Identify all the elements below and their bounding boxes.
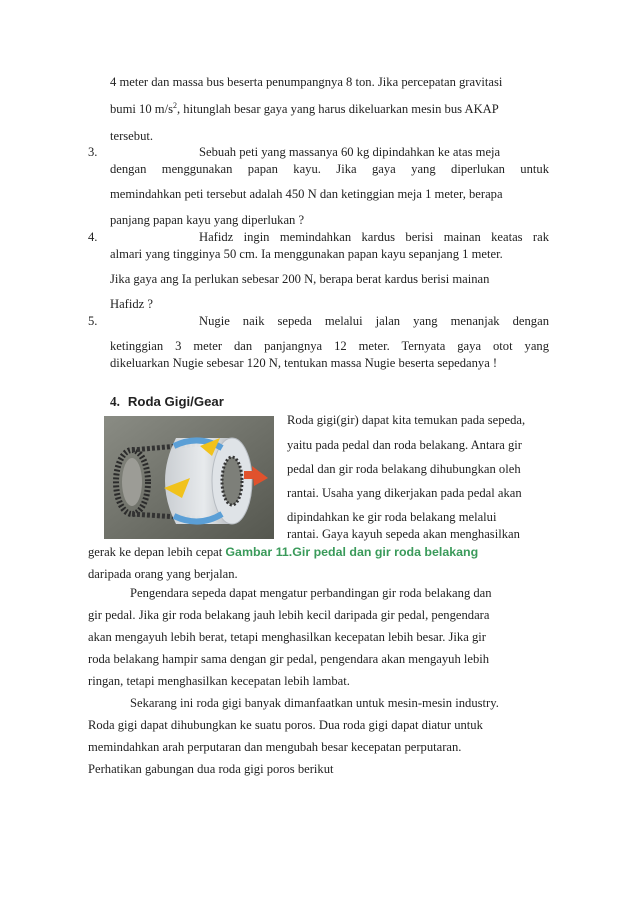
para-2-line-1: Pengendara sepeda dapat mengatur perbandingan gir roda belakang dan bbox=[130, 586, 492, 600]
para-2-line-3: akan mengayuh lebih berat, tetapi menghasilkan kecepatan lebih besar. Jika gir bbox=[88, 630, 486, 644]
body-line-7: gerak ke depan lebih cepat bbox=[88, 545, 226, 559]
problem-3-line-4: panjang papan kayu yang diperlukan ? bbox=[110, 213, 305, 227]
gear-illustration bbox=[104, 416, 274, 539]
figure-caption: Gambar 11.Gir pedal dan gir roda belakang bbox=[225, 545, 479, 559]
problem-2-line-1: 4 meter dan massa bus beserta penumpangnya 8 ton. Jika percepatan gravitasi bbox=[110, 75, 503, 89]
body-wrap-line-2: yaitu pada pedal dan roda belakang. Antara gir bbox=[287, 438, 522, 452]
problem-2-line-3: tersebut. bbox=[110, 129, 154, 143]
problem-4-line-2: almari yang tingginya 50 cm. Ia menggunakan papan kayu sepanjang 1 meter. bbox=[110, 247, 503, 261]
body-wrap-line-3: pedal dan gir roda belakang dihubungkan oleh bbox=[287, 462, 521, 476]
problem-5-line-1: Nugie naik sepeda melalui jalan yang menanjak dengan bbox=[199, 314, 549, 328]
problem-4-line-4: Hafidz ? bbox=[110, 297, 154, 311]
para-3-line-2: Roda gigi dapat dihubungkan ke suatu poros. Dua roda gigi dapat diatur untuk bbox=[88, 718, 483, 732]
section-number: 4. bbox=[110, 394, 120, 409]
problem-2-line-2 bbox=[110, 101, 499, 117]
section-title: Roda Gigi/Gear bbox=[127, 394, 224, 409]
para-2-line-2: gir pedal. Jika gir roda belakang jauh lebih kecil daripada gir pedal, pengendara bbox=[88, 608, 490, 622]
body-wrap-line-4: rantai. Usaha yang dikerjakan pada pedal akan bbox=[287, 486, 522, 500]
problem-4-line-3: Jika gaya ang Ia perlukan sebesar 200 N, berapa berat kardus berisi mainan bbox=[110, 272, 490, 286]
problem-4-line-1: Hafidz ingin memindahkan kardus berisi mainan keatas rak bbox=[199, 230, 549, 244]
problem-3-number: 3. bbox=[88, 145, 98, 159]
para-2-line-4: roda belakang hampir sama dengan gir pedal, pengendara akan mengayuh lebih bbox=[88, 652, 490, 666]
superscript: 2 bbox=[172, 100, 177, 110]
body-line-8: daripada orang yang berjalan. bbox=[88, 567, 238, 581]
problem-5-line-3: dikeluarkan Nugie sebesar 120 N, tentukan massa Nugie beserta sepedanya ! bbox=[110, 356, 498, 370]
problem-3-line-3: memindahkan peti tersebut adalah 450 N dan ketinggian meja 1 meter, berapa bbox=[110, 187, 503, 201]
problem-3-line-1: Sebuah peti yang massanya 60 kg dipindahkan ke atas meja bbox=[199, 145, 501, 159]
problem-4-number: 4. bbox=[88, 230, 98, 244]
gear-photo bbox=[104, 416, 274, 539]
body-caption-line bbox=[88, 544, 478, 560]
para-3-line-1: Sekarang ini roda gigi banyak dimanfaatkan untuk mesin-mesin industry. bbox=[130, 696, 499, 710]
body-wrap-line-5: dipindahkan ke gir roda belakang melalui bbox=[287, 510, 497, 524]
problem-3-line-2: dengan menggunakan papan kayu. Jika gaya yang diperlukan untuk bbox=[110, 162, 549, 176]
text-segment: , hitunglah besar gaya yang harus dikeluarkan mesin bus AKAP bbox=[176, 102, 499, 116]
body-wrap-line-1: Roda gigi(gir) dapat kita temukan pada sepeda, bbox=[287, 413, 526, 427]
text-segment: bumi 10 m/s bbox=[110, 102, 173, 116]
para-2-line-5: ringan, tetapi menghasilkan kecepatan lebih lambat. bbox=[88, 674, 350, 688]
section-heading bbox=[110, 394, 224, 410]
problem-5-line-2: ketinggian 3 meter dan panjangnya 12 meter. Ternyata gaya otot yang bbox=[110, 339, 549, 353]
para-3-line-4: Perhatikan gabungan dua roda gigi poros berikut bbox=[88, 762, 334, 776]
body-wrap-line-6: rantai. Gaya kayuh sepeda akan menghasilkan bbox=[287, 527, 520, 541]
problem-5-number: 5. bbox=[88, 314, 98, 328]
para-3-line-3: memindahkan arah perputaran dan mengubah besar kecepatan perputaran. bbox=[88, 740, 462, 754]
